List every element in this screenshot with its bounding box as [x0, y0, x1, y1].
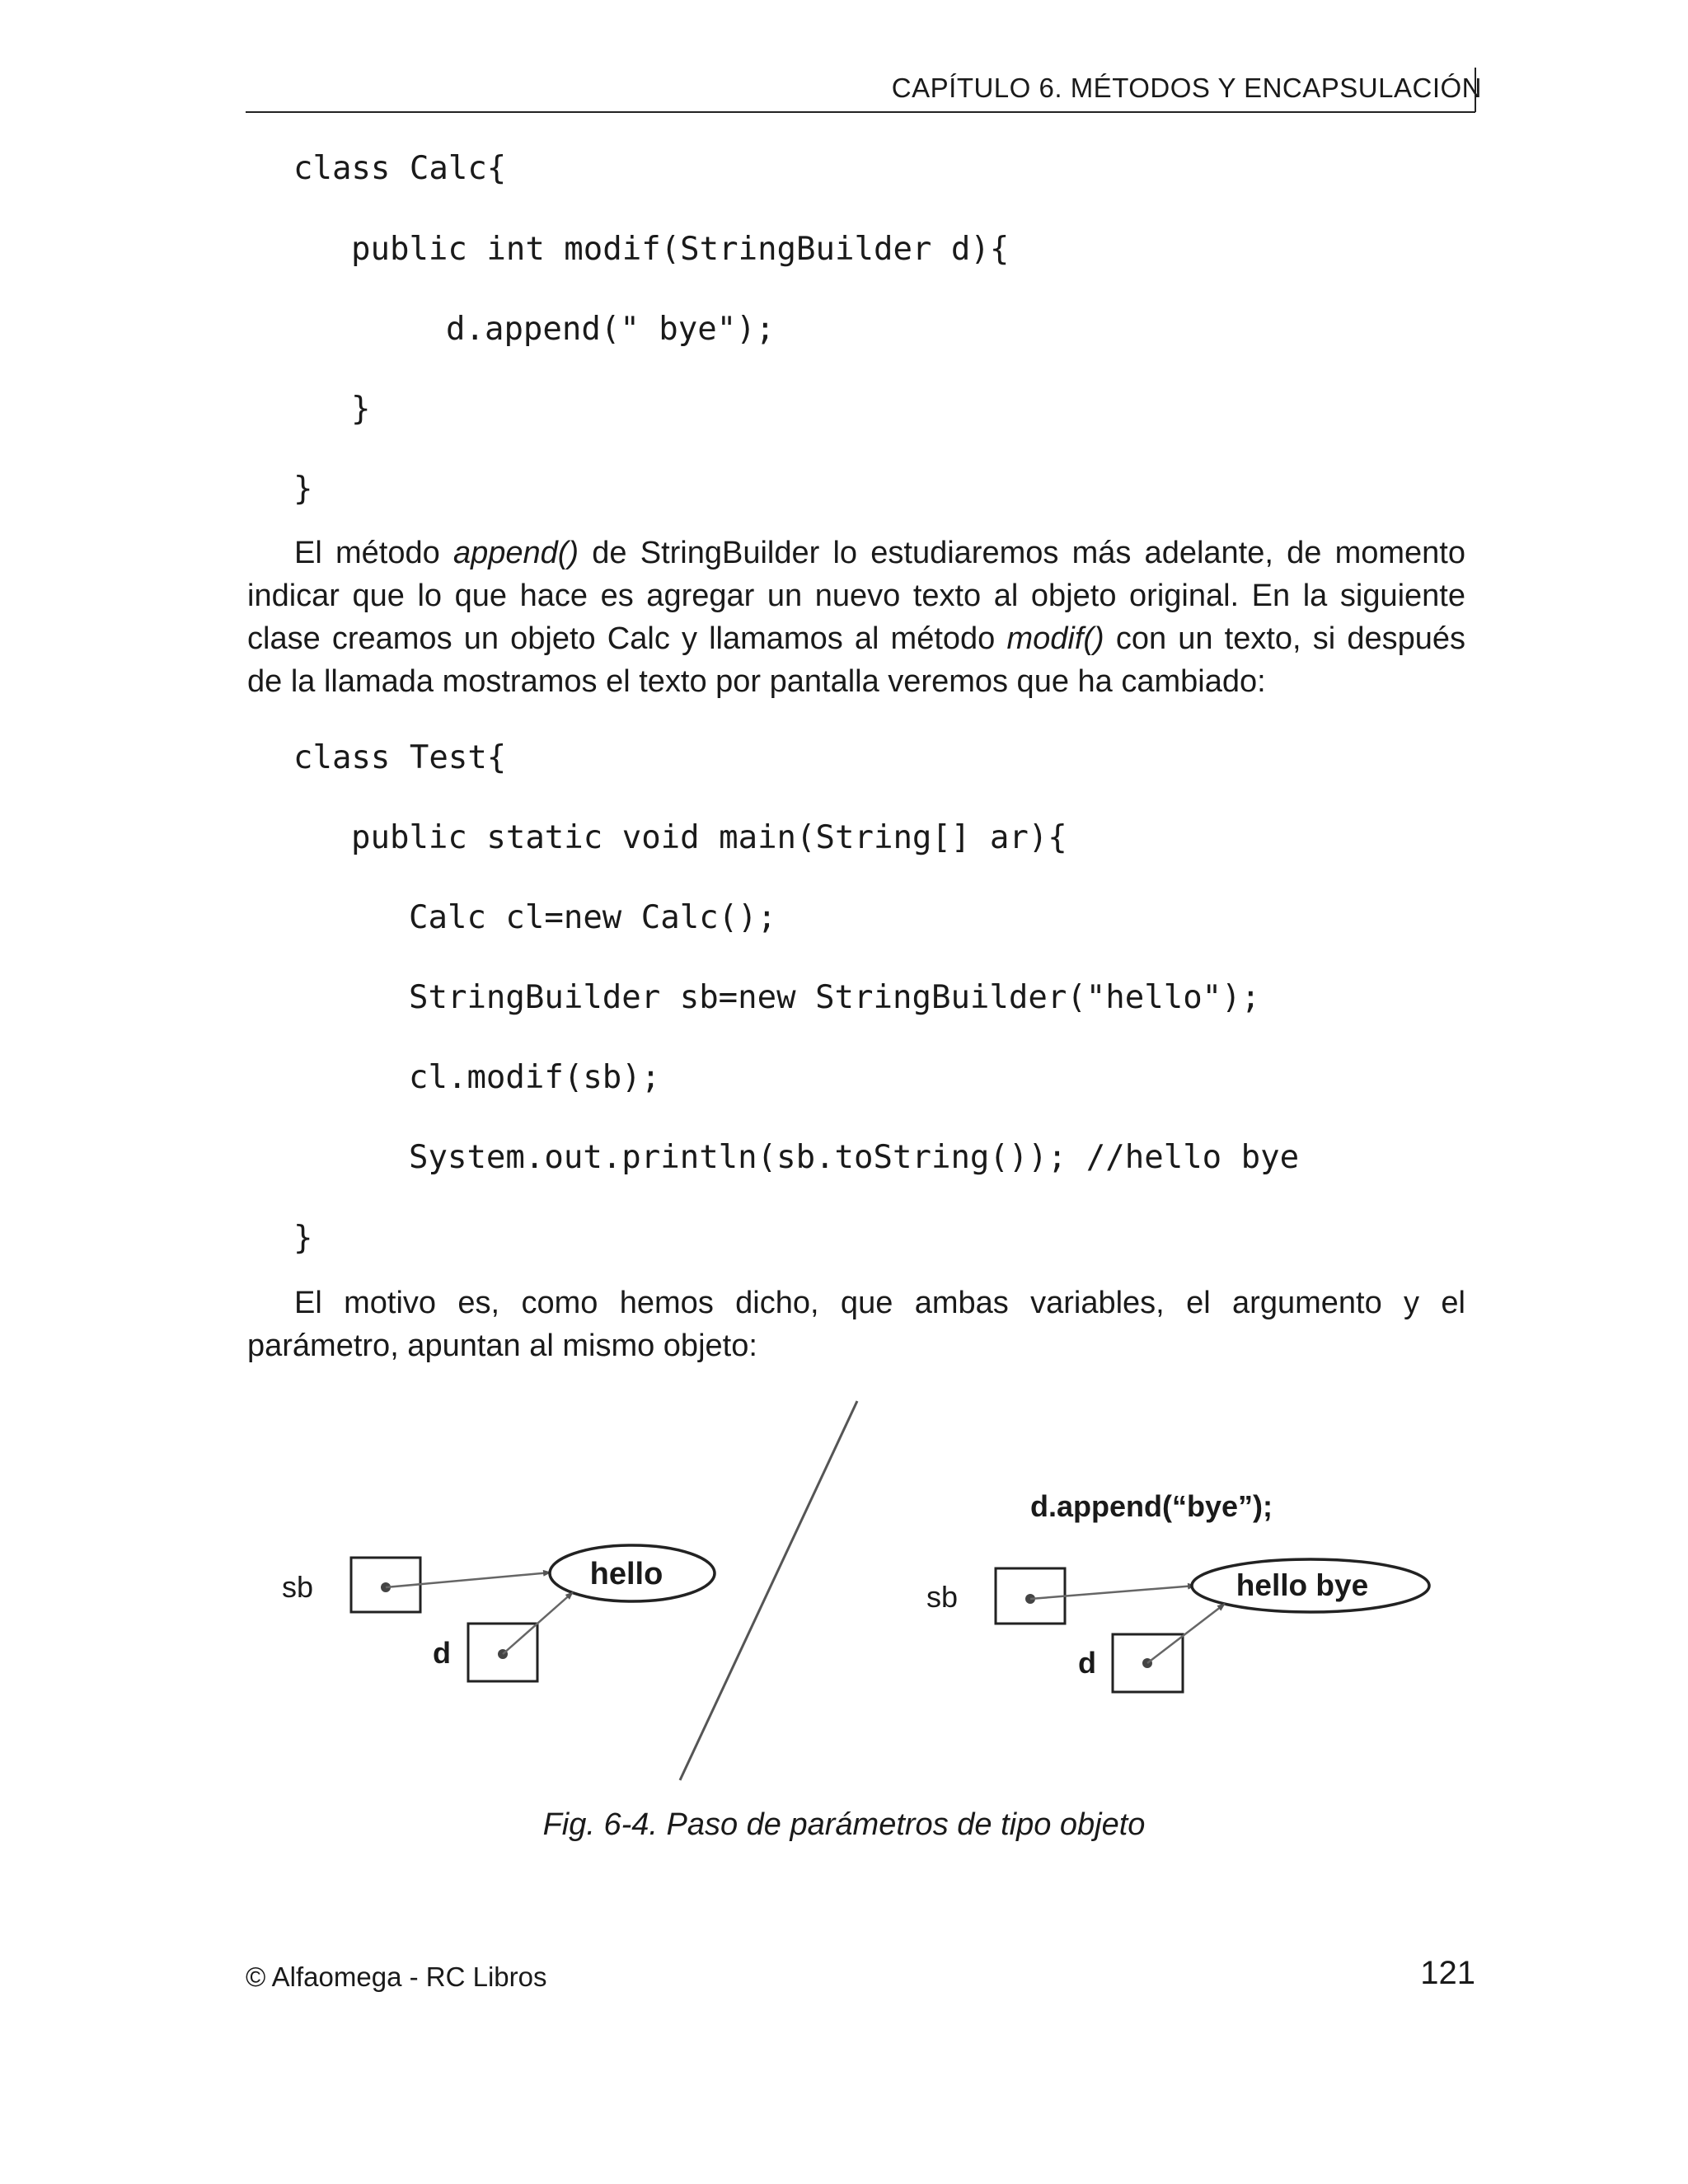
paragraph-text: El método [294, 536, 453, 570]
object-label: hello [589, 1557, 663, 1591]
append-title: d.append(“bye”); [1030, 1489, 1273, 1523]
code-line: class Test{ [293, 739, 507, 776]
code-line: Calc cl=new Calc(); [409, 899, 777, 936]
code-line: } [293, 471, 313, 508]
code-line: } [293, 1220, 313, 1257]
chapter-header: CAPÍTULO 6. MÉTODOS Y ENCAPSULACIÓN [891, 73, 1482, 103]
footer-publisher: © Alfaomega - RC Libros [246, 1961, 547, 1992]
var-label-sb: sb [926, 1580, 959, 1614]
divider-line [680, 1401, 857, 1780]
method-name: modif() [1006, 621, 1104, 656]
var-label-d: d [1078, 1646, 1096, 1680]
paragraph-text: El motivo es, como hemos dicho, que ambas variables, el argumento y el parámetro, apuntan al mismo objeto: [247, 1286, 1465, 1363]
code-line: public static void main(String[] ar){ [351, 819, 1067, 856]
code-line: class Calc{ [293, 150, 507, 187]
var-label-sb: sb [282, 1570, 314, 1604]
var-label-d: d [433, 1636, 451, 1670]
paragraph-text: con un texto, si después de la llamada mostramos el texto por pantalla veremos que ha cambiado: [247, 621, 1465, 699]
code-line: cl.modif(sb); [409, 1059, 661, 1096]
page-number: 121 [1420, 1955, 1475, 1991]
code-line: public int modif(StringBuilder d){ [351, 231, 1010, 268]
code-line: StringBuilder sb=new StringBuilder("hello"); [409, 979, 1261, 1016]
method-name: append() [452, 536, 579, 570]
code-line: d.append(" bye"); [446, 311, 776, 348]
paragraph-text: de StringBuilder lo estudiaremos más adelante, de momento indicar que lo que hace es agregar un nuevo texto al objeto original. En la siguiente clase creamos un objeto Calc y llamamos al método [247, 536, 1465, 656]
code-line: } [351, 391, 371, 428]
figure-caption: Fig. 6-4. Paso de parámetros de tipo objeto [542, 1807, 1146, 1842]
object-label: hello bye [1236, 1568, 1369, 1602]
code-line: System.out.println(sb.toString()); //hello bye [409, 1139, 1300, 1176]
